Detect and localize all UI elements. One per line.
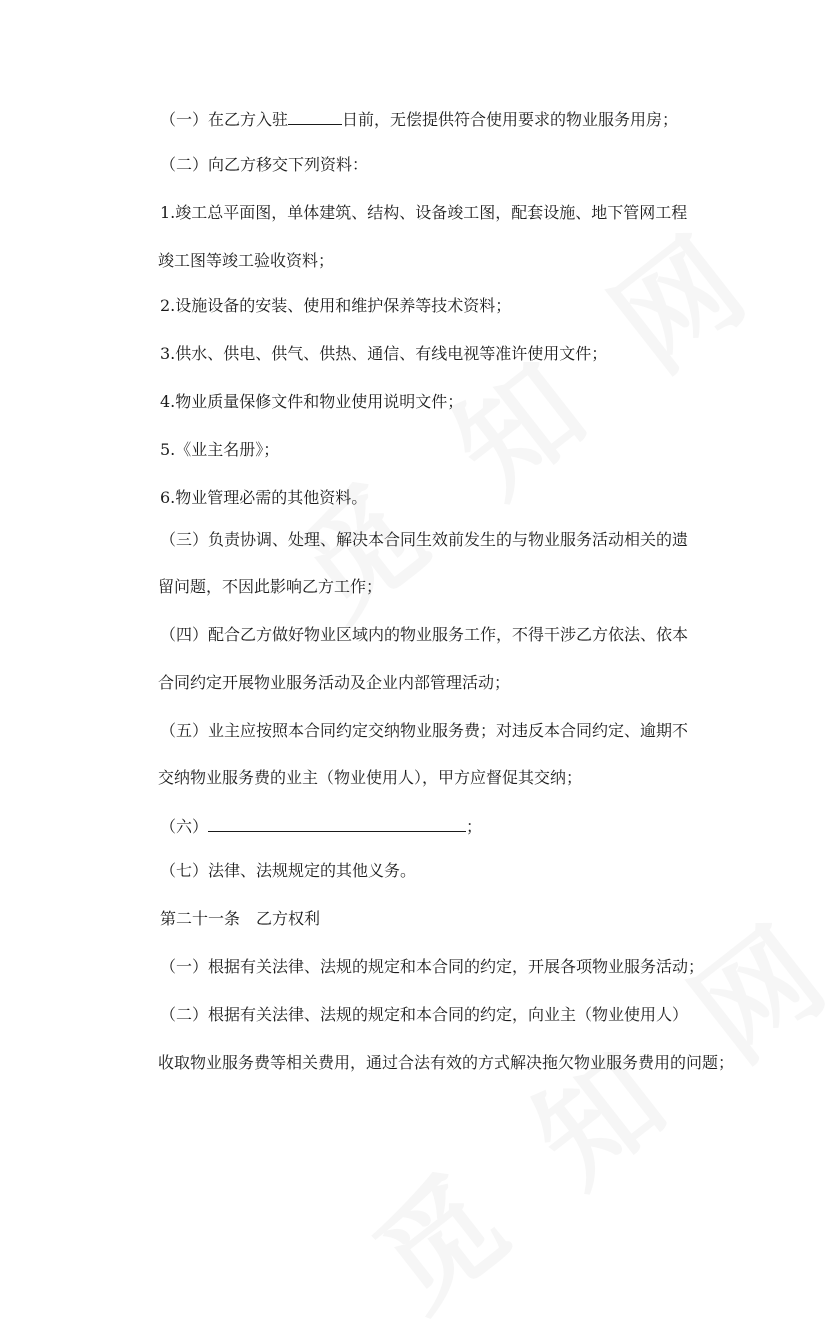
paragraph-line: 合同约定开展物业服务活动及企业内部管理活动； bbox=[158, 673, 511, 692]
paragraph-line: 交纳物业服务费的业主（物业使用人），甲方应督促其交纳； bbox=[158, 768, 583, 787]
paragraph-line: （二）根据有关法律、法规的规定和本合同的约定，向业主（物业使用人） bbox=[160, 1005, 689, 1024]
section-heading: 第二十一条 乙方权利 bbox=[160, 909, 321, 928]
paragraph-line: （五）业主应按照本合同约定交纳物业服务费；对违反本合同约定、逾期不 bbox=[160, 721, 689, 740]
paragraph-line: 留问题，不因此影响乙方工作； bbox=[158, 577, 383, 596]
paragraph-line: （四）配合乙方做好物业区域内的物业服务工作，不得干涉乙方依法、依本 bbox=[160, 625, 689, 644]
line-text: （一）在乙方入驻 bbox=[160, 110, 289, 129]
fill-in-blank bbox=[288, 107, 342, 125]
fill-in-blank bbox=[208, 814, 466, 832]
paragraph-line: 2.设施设备的安装、使用和维护保养等技术资料； bbox=[160, 296, 512, 315]
paragraph-line: （三）负责协调、处理、解决本合同生效前发生的与物业服务活动相关的遗 bbox=[160, 530, 689, 549]
paragraph-line: 5.《业主名册》； bbox=[160, 440, 280, 459]
paragraph-line: （二）向乙方移交下列资料： bbox=[160, 155, 369, 174]
line-text: （六） bbox=[160, 817, 209, 836]
paragraph-line: 4.物业质量保修文件和物业使用说明文件； bbox=[160, 392, 464, 411]
paragraph-line bbox=[160, 814, 482, 837]
watermark bbox=[335, 871, 830, 1341]
paragraph-line: （一）根据有关法律、法规的规定和本合同的约定，开展各项物业服务活动； bbox=[160, 957, 705, 976]
line-text: ； bbox=[466, 817, 483, 836]
paragraph-line: 6.物业管理必需的其他资料。 bbox=[160, 488, 368, 507]
paragraph-line: （七）法律、法规规定的其他义务。 bbox=[160, 861, 417, 880]
paragraph-line: 1.竣工总平面图，单体建筑、结构、设备竣工图，配套设施、地下管网工程 bbox=[160, 203, 688, 222]
paragraph-line bbox=[160, 107, 678, 130]
line-text: 日前，无偿提供符合使用要求的物业服务用房； bbox=[342, 110, 679, 129]
paragraph-line: 3.供水、供电、供气、供热、通信、有线电视等准许使用文件； bbox=[160, 344, 608, 363]
paragraph-line: 竣工图等竣工验收资料； bbox=[158, 251, 335, 270]
paragraph-line: 收取物业服务费等相关费用，通过合法有效的方式解决拖欠物业服务费用的问题； bbox=[158, 1053, 735, 1072]
